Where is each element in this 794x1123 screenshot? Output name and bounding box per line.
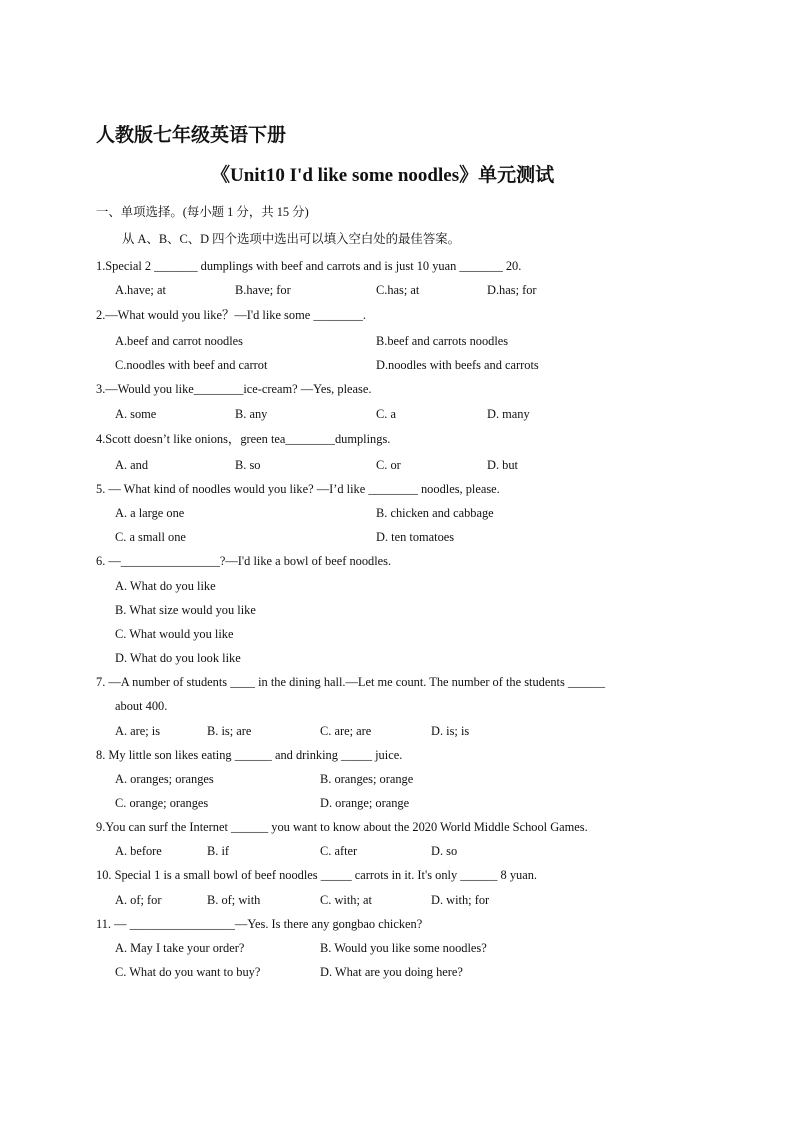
page-title: 人教版七年级英语下册 xyxy=(96,125,287,146)
q1-option-a: A.have; at xyxy=(115,283,166,297)
q7-option-a: A. are; is xyxy=(115,724,161,738)
q3-option-a: A. some xyxy=(115,407,157,421)
q8-option-c: C. orange; oranges xyxy=(115,796,209,810)
q4-option-c: C. or xyxy=(376,458,401,472)
q2-option-a: A.beef and carrot noodles xyxy=(115,334,243,348)
question-11-stem: 11. — _________________—Yes. Is there any gongbao chicken? xyxy=(96,917,423,931)
q8-option-a: A. oranges; oranges xyxy=(115,772,214,786)
q9-option-c: C. after xyxy=(320,844,358,858)
question-4-stem: 4.Scott doesn’t like onions，green tea________dumplings. xyxy=(96,432,391,446)
question-5-stem: 5. — What kind of noodles would you like? —I’d like ________ noodles, please. xyxy=(96,482,500,496)
q1-option-c: C.has; at xyxy=(376,283,420,297)
q7-option-c: C. are; are xyxy=(320,724,372,738)
q11-option-c: C. What do you want to buy? xyxy=(115,965,261,979)
question-2-stem: 2.—What would you like？—I'd like some ________. xyxy=(96,308,366,322)
q6-option-d: D. What do you look like xyxy=(115,651,241,665)
question-3-stem: 3.—Would you like________ice-cream? —Yes, please. xyxy=(96,382,372,396)
q5-option-d: D. ten tomatoes xyxy=(376,530,455,544)
q6-option-c: C. What would you like xyxy=(115,627,234,641)
question-8-stem: 8. My little son likes eating ______ and drinking _____ juice. xyxy=(96,748,403,762)
q9-option-d: D. so xyxy=(431,844,458,858)
q10-option-a: A. of; for xyxy=(115,893,162,907)
section-heading: 一、单项选择。(每小题 1 分，共 15 分) xyxy=(96,205,309,219)
question-6-stem: 6. —________________?—I'd like a bowl of beef noodles. xyxy=(96,554,392,568)
question-7-stem: 7. —A number of students ____ in the dining hall.—Let me count. The number of the students ______ xyxy=(96,675,606,689)
q5-option-c: C. a small one xyxy=(115,530,186,544)
q9-option-a: A. before xyxy=(115,844,162,858)
page-subtitle: 《Unit10 I'd like some noodles》单元测试 xyxy=(211,165,555,186)
q3-option-c: C. a xyxy=(376,407,396,421)
q1-option-d: D.has; for xyxy=(487,283,537,297)
question-9-stem: 9.You can surf the Internet ______ you want to know about the 2020 World Middle School Games. xyxy=(96,820,588,834)
section-instruction: 从 A、B、C、D 四个选项中选出可以填入空白处的最佳答案。 xyxy=(122,232,460,246)
q8-option-b: B. oranges; orange xyxy=(320,772,414,786)
q11-option-a: A. May I take your order? xyxy=(115,941,245,955)
q11-option-d: D. What are you doing here? xyxy=(320,965,463,979)
q2-option-d: D.noodles with beefs and carrots xyxy=(376,358,539,372)
q3-option-b: B. any xyxy=(235,407,268,421)
question-7-stem-continued: about 400. xyxy=(115,699,168,713)
q9-option-b: B. if xyxy=(207,844,230,858)
q2-option-b: B.beef and carrots noodles xyxy=(376,334,509,348)
q4-option-b: B. so xyxy=(235,458,261,472)
q1-option-b: B.have; for xyxy=(235,283,291,297)
q7-option-d: D. is; is xyxy=(431,724,470,738)
question-10-stem: 10. Special 1 is a small bowl of beef noodles _____ carrots in it. It's only ______ 8 yuan. xyxy=(96,868,537,882)
q6-option-b: B. What size would you like xyxy=(115,603,256,617)
q7-option-b: B. is; are xyxy=(207,724,252,738)
q10-option-b: B. of; with xyxy=(207,893,261,907)
q3-option-d: D. many xyxy=(487,407,530,421)
q5-option-a: A. a large one xyxy=(115,506,185,520)
q10-option-d: D. with; for xyxy=(431,893,490,907)
q11-option-b: B. Would you like some noodles? xyxy=(320,941,487,955)
q5-option-b: B. chicken and cabbage xyxy=(376,506,494,520)
q8-option-d: D. orange; orange xyxy=(320,796,410,810)
q4-option-d: D. but xyxy=(487,458,518,472)
q4-option-a: A. and xyxy=(115,458,149,472)
q10-option-c: C. with; at xyxy=(320,893,372,907)
q2-option-c: C.noodles with beef and carrot xyxy=(115,358,268,372)
question-1-stem: 1.Special 2 _______ dumplings with beef and carrots and is just 10 yuan _______ 20. xyxy=(96,259,522,273)
q6-option-a: A. What do you like xyxy=(115,579,216,593)
